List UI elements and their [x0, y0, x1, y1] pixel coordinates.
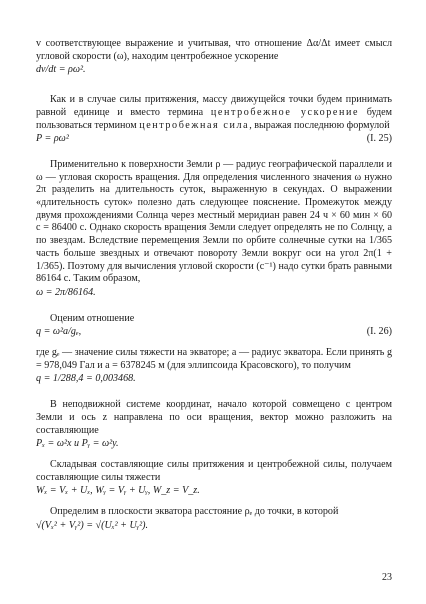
- formula-gravity-components: [36, 485, 392, 498]
- formula-equator-distance: [36, 520, 392, 533]
- paragraph-2-part-e: , выражая последнюю формулой: [249, 119, 390, 131]
- formula-q-value: [36, 373, 392, 386]
- formula-text: Pₓ = ω²x и Pᵧ = ω²y.: [36, 438, 119, 450]
- equation-number: (I. 26): [366, 326, 392, 338]
- formula-text: q = 1/288,4 = 0,003468.: [36, 373, 136, 385]
- paragraph-5: где gₑ — значение силы тяжести на экваторе; a — радиус экватора. Если принять g = 978,049 Гал и a = 6378245 м (для эллипсоида Красовского), то получим: [36, 347, 392, 371]
- term-centrifugal-force: центробежная сила: [139, 119, 250, 131]
- formula-text: ω = 2π/86164.: [36, 286, 96, 298]
- paragraph-2-part-a: Как и в случае силы притяжения, массу движущейся точки будем принимать равной единице и вместо термина: [36, 94, 392, 118]
- formula-text: q = ω²a/gₑ,: [36, 326, 82, 338]
- formula-text: √(Vₓ² + Vᵧ²) = √(Uₓ² + Uᵧ²).: [36, 519, 149, 531]
- page-number: 23: [382, 572, 392, 583]
- paragraph-2-part-c: будем пользоваться термином: [36, 106, 392, 131]
- formula-centrifugal-force: [36, 133, 392, 146]
- term-centrifugal-acceleration: центробежное ускорение: [210, 106, 360, 118]
- formula-centripetal-acceleration: [36, 64, 392, 77]
- paragraph-7: Складывая составляющие силы притяжения и центробежной силы, получаем составляющие силы тяжести: [36, 458, 392, 483]
- formula-text: P = ρω²: [36, 133, 69, 145]
- paragraph-4: Оценим отношение: [50, 312, 135, 324]
- formula-text: dv/dt = ρω².: [36, 64, 86, 76]
- paragraph-8: Определим в плоскости экватора расстояние ρₑ до точки, в которой: [50, 506, 339, 518]
- equation-number: (I. 25): [366, 133, 392, 145]
- paragraph-2: [36, 94, 392, 132]
- page-body: [36, 38, 392, 541]
- paragraph-3: Применительно к поверхности Земли ρ — радиус географической параллели и ω — угловая скорость вращения. Для определения численного значения ω нужно 2π разделить на длительность суток, выраженную в секундах. О выражении «длительность суток» полезно дать следующее пояснение. Промежуток между двумя прохождениями Солнца через местный меридиан равен 24 ч × 60 мин × 60 с = 86400 с. Однако скорость вращения Земли следует определять не по Солнцу, а по звездам. Вследствие перемещения Земли по орбите солнечные сутки на 1/365 часть больше звездных и отвечают повороту Земли вокруг оси на угол 2π(1 + 1/365). Поэтому для вычисления угловой скорости (с⁻¹) надо сутки брать равными 86164 с. Таким образом,: [36, 158, 392, 285]
- paragraph-1: v соответствующее выражение и учитывая, что отношение Δα/Δt имеет смысл угловой скорости (ω), находим центробежное ускорение: [36, 38, 392, 62]
- formula-ratio-q: [36, 326, 392, 339]
- formula-components: [36, 438, 392, 451]
- paragraph-6: В неподвижной системе координат, начало которой совмещено с центром Земли и ось z направлена по оси вращения, вектор можно разложить на составляющие: [36, 399, 392, 436]
- formula-angular-velocity: [36, 287, 392, 300]
- formula-text: Wₓ = Vₓ + Uₓ, Wᵧ = Vᵧ + Uᵧ, W_z = V_z.: [36, 485, 200, 497]
